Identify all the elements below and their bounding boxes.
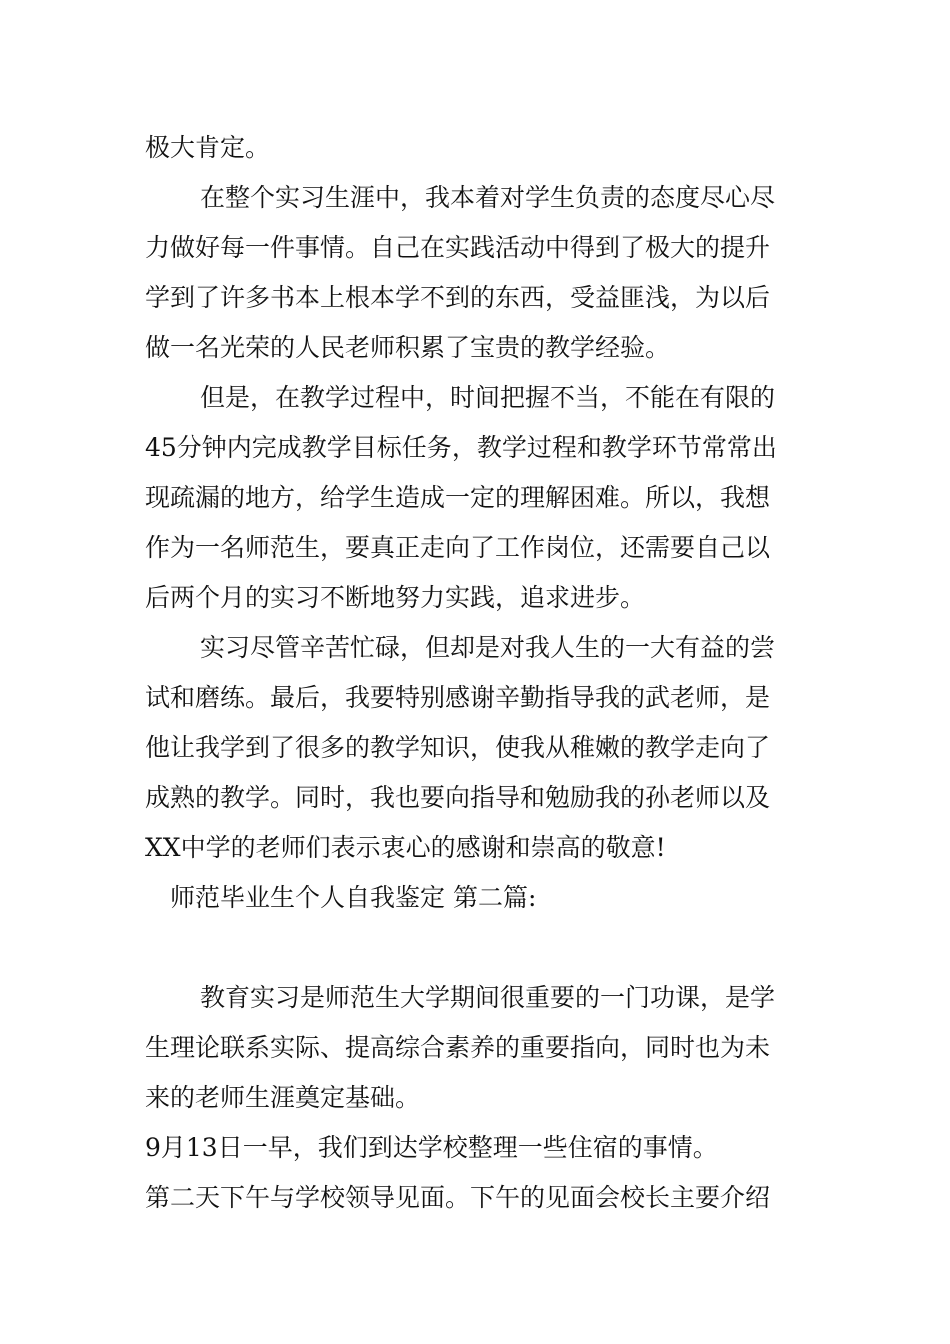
text-line: 第二天下午与学校领导见面。下午的见面会校长主要介绍 [145,1183,771,1212]
text-line: 他让我学到了很多的教学知识，使我从稚嫩的教学走向了 [145,733,771,762]
text-line: 来的老师生涯奠定基础。 [145,1083,421,1112]
text-line: 学到了许多书本上根本学不到的东西，受益匪浅，为以后 [145,283,771,312]
text-line: 现疏漏的地方，给学生造成一定的理解困难。所以，我想 [145,483,771,512]
text-line: 力做好每一件事情。自己在实践活动中得到了极大的提升 [145,233,771,262]
text-line: 做一名光荣的人民老师积累了宝贵的教学经验。 [145,333,671,362]
paragraph-start-line: 9月13日一早，我们到达学校整理一些住宿的事情。 [145,1133,718,1162]
text-line: 后两个月的实习不断地努力实践，追求进步。 [145,583,646,612]
text-line: 45分钟内完成教学目标任务，教学过程和教学环节常常出 [145,433,777,462]
section-heading: 师范毕业生个人自我鉴定 第二篇: [170,883,537,912]
paragraph-start-line: 实习尽管辛苦忙碌，但却是对我人生的一大有益的尝 [200,633,776,662]
text-line: 作为一名师范生，要真正走向了工作岗位，还需要自己以 [145,533,771,562]
text-line: 极大肯定。 [145,133,271,162]
paragraph-start-line: 教育实习是师范生大学期间很重要的一门功课，是学 [200,983,776,1012]
paragraph-start-line: 在整个实习生涯中，我本着对学生负责的态度尽心尽 [200,183,776,212]
text-line: 成熟的教学。同时，我也要向指导和勉励我的孙老师以及 [145,783,771,812]
text-line: 生理论联系实际、提高综合素养的重要指向，同时也为未 [145,1033,771,1062]
text-line: XX中学的老师们表示衷心的感谢和崇高的敬意! [145,833,666,862]
paragraph-start-line: 但是，在教学过程中，时间把握不当，不能在有限的 [200,383,776,412]
text-line: 试和磨练。最后，我要特别感谢辛勤指导我的武老师，是 [145,683,771,712]
